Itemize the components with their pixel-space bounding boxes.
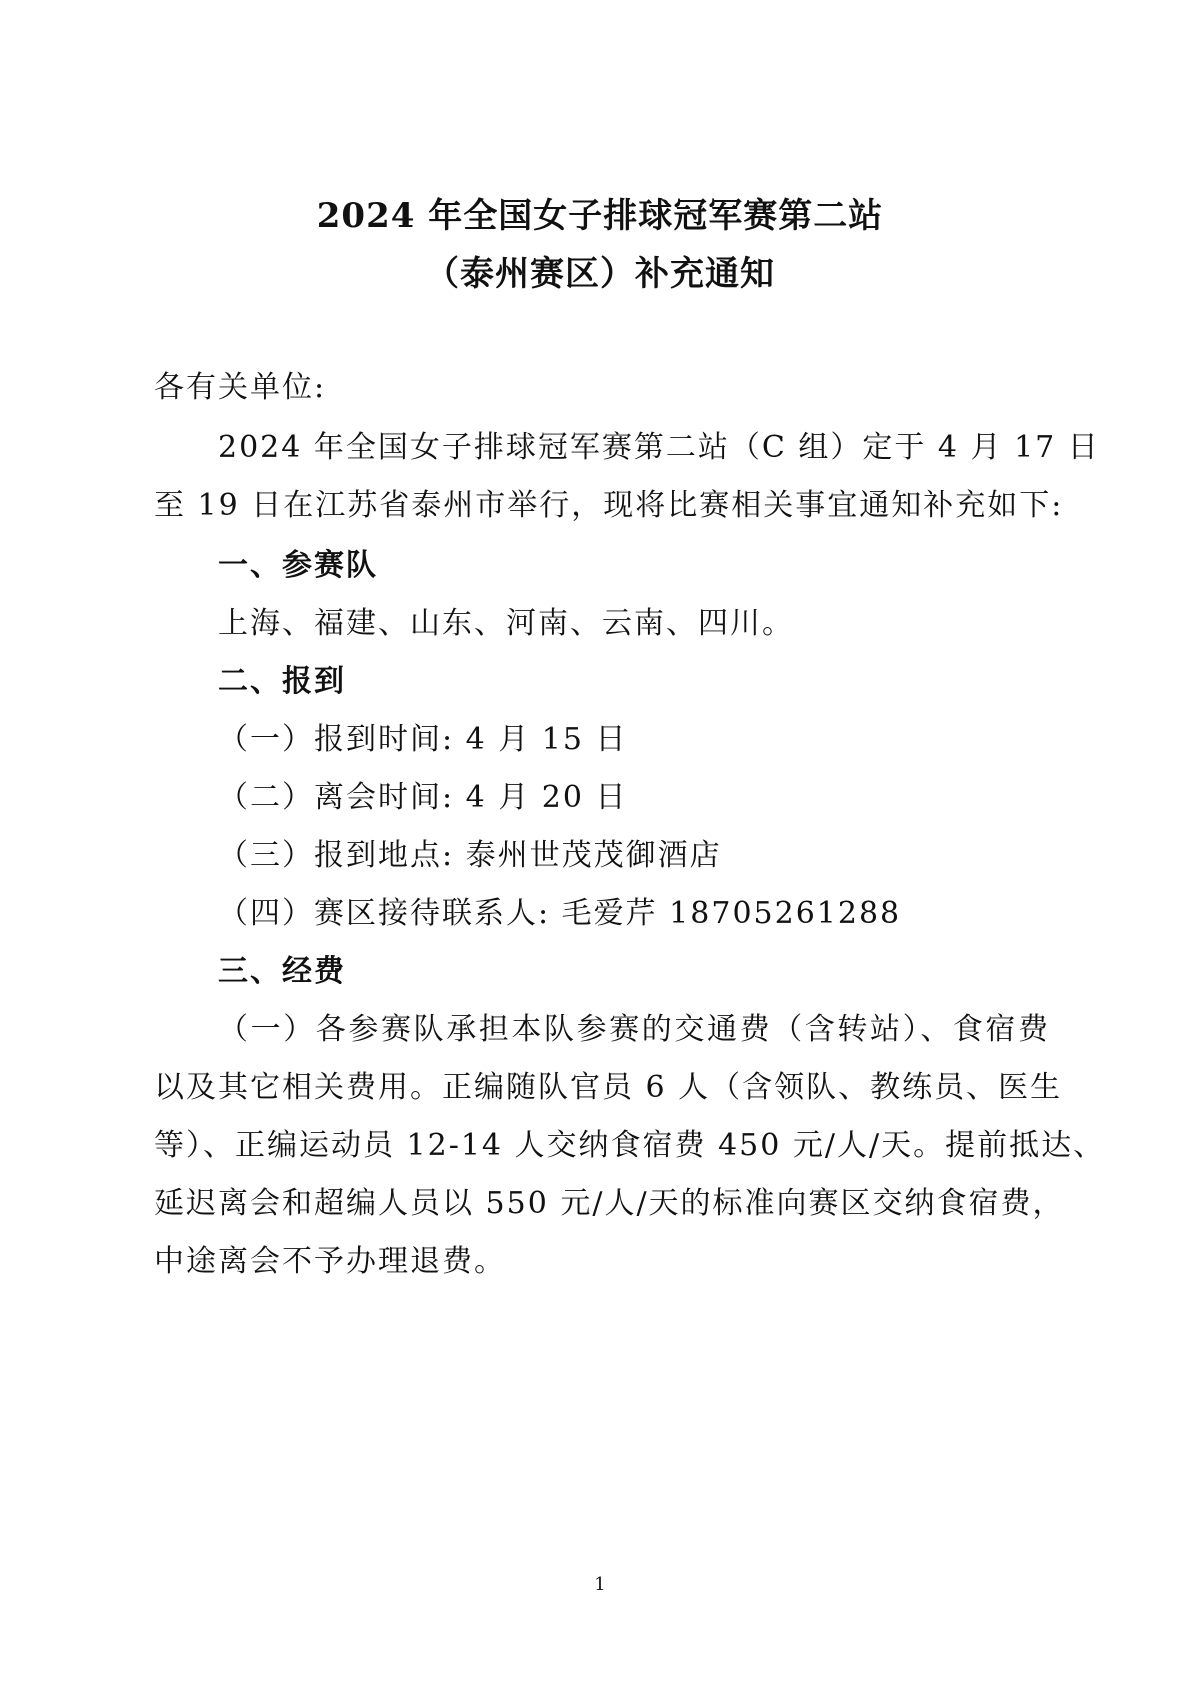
fees-paragraph-line-3: 等）、正编运动员 12-14 人交纳食宿费 450 元/人/天。提前抵达、 xyxy=(154,1128,1106,1163)
team-list: 上海、福建、山东、河南、云南、四川。 xyxy=(218,606,794,641)
fees-paragraph-line-5: 中途离会不予办理退费。 xyxy=(154,1244,506,1279)
fees-paragraph-line-2: 以及其它相关费用。正编随队官员 6 人（含领队、教练员、医生 xyxy=(154,1070,1063,1105)
fees-paragraph-line-4: 延迟离会和超编人员以 550 元/人/天的标准向赛区交纳食宿费， xyxy=(154,1186,1065,1221)
registration-location: （三）报到地点: 泰州世茂茂御酒店 xyxy=(218,838,722,873)
departure-time: （二）离会时间: 4 月 20 日 xyxy=(218,780,628,815)
contact-person: （四）赛区接待联系人: 毛爱芹 18705261288 xyxy=(218,896,902,931)
intro-line-1: 2024 年全国女子排球冠军赛第二站（C 组）定于 4 月 17 日 xyxy=(218,430,1100,465)
page-number: 1 xyxy=(594,1574,606,1595)
registration-time: （一）报到时间: 4 月 15 日 xyxy=(218,722,628,757)
document-title-line-1: 2024 年全国女子排球冠军赛第二站 xyxy=(316,196,884,236)
document-title-line-2: （泰州赛区）补充通知 xyxy=(425,254,775,294)
section-1-heading: 一、参赛队 xyxy=(218,548,378,583)
section-2-heading: 二、报到 xyxy=(218,664,346,699)
salutation: 各有关单位: xyxy=(154,370,327,405)
intro-line-2: 至 19 日在江苏省泰州市举行，现将比赛相关事宜通知补充如下: xyxy=(154,488,1064,523)
section-3-heading: 三、经费 xyxy=(218,954,346,989)
fees-paragraph-line-1: （一）各参赛队承担本队参赛的交通费（含转站）、食宿费 xyxy=(218,1012,1050,1047)
